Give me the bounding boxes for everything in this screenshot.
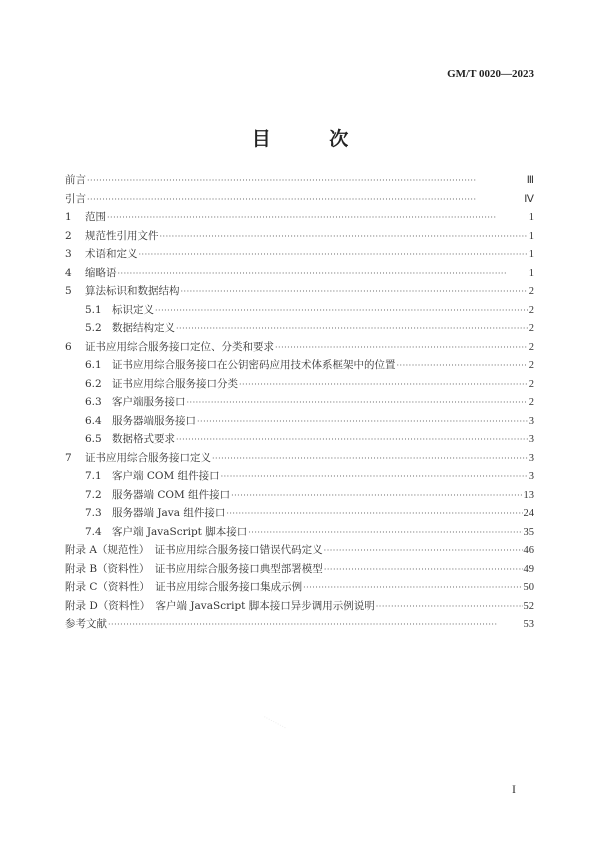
toc-entry-label: 前言 [65, 174, 86, 186]
leader-dots [324, 561, 523, 579]
standard-number: GM/T 0020—2023 [447, 68, 534, 80]
toc-entry-label: 客户端服务接口 [112, 396, 186, 408]
toc-entry[interactable] [65, 597, 534, 616]
toc-entry-label: 缩略语 [85, 266, 117, 279]
toc-entry-label: 服务器端 Java 组件接口 [112, 507, 226, 519]
toc-entry-label: 标识定义 [112, 303, 154, 316]
toc-entry-page: 53 [523, 619, 534, 630]
leader-dots [181, 283, 528, 301]
leader-dots [275, 339, 528, 357]
leader-dots [87, 191, 523, 209]
toc-entry-label: 附录 C（资料性） 证书应用综合服务接口集成示例 [65, 581, 303, 593]
toc-entry-page: 1 [528, 212, 534, 223]
toc-entry[interactable] [65, 208, 534, 227]
toc-entry[interactable] [65, 430, 534, 449]
toc-entry[interactable] [65, 486, 534, 505]
toc-entry-number: 6.5 [85, 433, 102, 445]
toc-entry-page: 3 [528, 452, 534, 464]
leader-dots [212, 450, 528, 468]
toc-entry-label: 证书应用综合服务接口定义 [85, 451, 211, 464]
leader-dots [303, 579, 522, 597]
leader-dots [226, 505, 522, 523]
leader-dots [160, 228, 528, 246]
leader-dots [231, 487, 522, 505]
leader-dots [139, 246, 528, 264]
toc-entry-label: 术语和定义 [85, 248, 138, 260]
toc-entry-page: 3 [528, 471, 534, 482]
toc-entry[interactable] [65, 541, 534, 560]
toc-entry[interactable] [65, 356, 534, 375]
toc-entry[interactable] [65, 523, 534, 542]
page-title: 目 次 [251, 128, 375, 150]
toc-entry[interactable] [65, 504, 534, 523]
leader-dots [155, 302, 528, 320]
leader-dots [176, 431, 528, 449]
toc-entry-label: 证书应用综合服务接口分类 [112, 377, 238, 390]
toc-entry-label: 服务器端 COM 组件接口 [112, 488, 231, 501]
toc-entry-number: 1 [65, 211, 72, 223]
toc-entry-label: 证书应用综合服务接口定位、分类和要求 [85, 340, 274, 353]
toc-entry-number: 5 [65, 285, 72, 297]
toc-entry[interactable] [65, 375, 534, 394]
toc-entry-number: 6.3 [85, 396, 102, 408]
toc-entry[interactable] [65, 615, 534, 634]
toc-entry[interactable] [65, 449, 534, 468]
toc-entry-number: 4 [65, 266, 72, 279]
toc-entry[interactable] [65, 393, 534, 412]
toc-entry-page: Ⅲ [526, 175, 534, 186]
leader-dots [176, 320, 528, 338]
toc-entry-number: 5.2 [85, 322, 102, 334]
toc-entry-page: 2 [528, 360, 534, 371]
leader-dots [118, 265, 528, 283]
leader-dots [324, 542, 523, 560]
toc-entry-label: 客户端 JavaScript 脚本接口 [112, 525, 248, 538]
toc-entry-page: 46 [523, 545, 534, 556]
toc-entry-number: 7.2 [85, 488, 102, 501]
toc-entry-number: 7 [65, 451, 72, 464]
toc-entry[interactable] [65, 412, 534, 431]
toc-entry-label: 客户端 COM 组件接口 [112, 470, 220, 482]
toc-entry[interactable] [65, 560, 534, 579]
toc-entry-label: 附录 D（资料性） 客户端 JavaScript 脚本接口异步调用示例说明 [65, 599, 375, 612]
toc-entry-label: 附录 B（资料性） 证书应用综合服务接口典型部署模型 [65, 562, 323, 575]
toc-entry[interactable] [65, 282, 534, 301]
toc-entry[interactable] [65, 190, 534, 209]
toc-entry-page: 52 [523, 600, 534, 612]
toc-entry-number: 7.4 [85, 525, 102, 538]
toc-entry-label: 证书应用综合服务接口在公钥密码应用技术体系框架中的位置 [112, 359, 396, 371]
leader-dots [108, 616, 523, 634]
toc-entry-page: Ⅳ [524, 193, 534, 205]
toc-entry-page: 2 [528, 397, 534, 408]
toc-entry-page: 24 [523, 508, 534, 519]
toc-entry-number: 6.1 [85, 359, 102, 371]
toc-entry-page: 1 [528, 249, 534, 260]
leader-dots [376, 598, 523, 616]
leader-dots [221, 468, 528, 486]
toc-entry[interactable] [65, 319, 534, 338]
leader-dots [239, 376, 528, 394]
toc-entry-page: 50 [523, 582, 534, 593]
toc-entry-number: 7.1 [85, 470, 102, 482]
toc-entry-label: 规范性引用文件 [85, 229, 159, 242]
toc-entry-label: 数据格式要求 [112, 433, 175, 445]
leader-dots [187, 394, 528, 412]
toc-entry[interactable] [65, 467, 534, 486]
toc-entry-label: 参考文献 [65, 618, 107, 630]
toc-entry-label: 附录 A（规范性） 证书应用综合服务接口错误代码定义 [65, 544, 323, 556]
toc-entry-number: 3 [65, 248, 72, 260]
toc-entry-page: 2 [528, 304, 534, 316]
toc-entry-number: 6.2 [85, 377, 102, 390]
toc-entry-page: 49 [523, 563, 534, 575]
toc-entry-page: 1 [528, 267, 534, 279]
leader-dots [107, 209, 528, 227]
toc-entry[interactable] [65, 578, 534, 597]
toc-entry-label: 引言 [65, 192, 86, 205]
toc-entry-page: 13 [523, 489, 534, 501]
toc-entry-label: 算法标识和数据结构 [85, 285, 180, 297]
toc-entry-page: 2 [528, 323, 534, 334]
toc-entry-number: 2 [65, 229, 72, 242]
toc-entry-page: 3 [528, 434, 534, 445]
leader-dots [87, 172, 526, 190]
toc-entry-label: 数据结构定义 [112, 322, 175, 334]
toc-entry-page: 2 [528, 286, 534, 297]
leader-dots [397, 357, 528, 375]
toc-entry[interactable] [65, 301, 534, 320]
leader-dots [197, 413, 528, 431]
toc-entry[interactable] [65, 264, 534, 283]
leader-dots [248, 524, 522, 542]
toc-entry-number: 6.4 [85, 414, 102, 427]
page-number: I [512, 782, 516, 796]
watermark: ·········· [261, 712, 289, 733]
toc-entry-label: 范围 [85, 211, 106, 223]
toc-entry-number: 6 [65, 340, 72, 353]
toc-entry[interactable] [65, 245, 534, 264]
table-of-contents [65, 171, 534, 634]
toc-entry-page: 1 [528, 230, 534, 242]
toc-entry-label: 服务器端服务接口 [112, 414, 196, 427]
toc-entry-page: 2 [528, 341, 534, 353]
toc-entry[interactable] [65, 227, 534, 246]
toc-entry-page: 3 [528, 415, 534, 427]
toc-entry[interactable] [65, 338, 534, 357]
toc-entry-number: 5.1 [85, 303, 102, 316]
toc-entry-page: 35 [523, 526, 534, 538]
toc-entry-page: 2 [528, 378, 534, 390]
toc-entry[interactable] [65, 171, 534, 190]
toc-entry-number: 7.3 [85, 507, 102, 519]
